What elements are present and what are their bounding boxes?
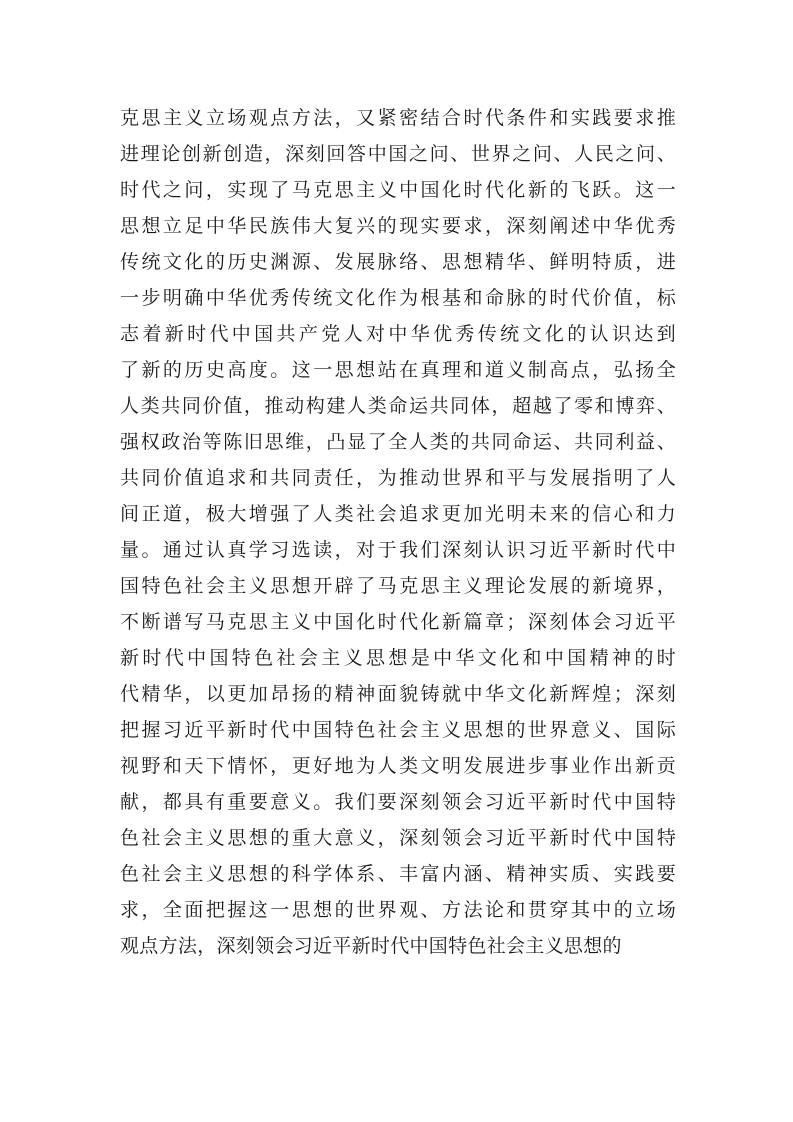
text-line: 量。通过认真学习选读，对于我们深刻认识习近平新时代中 xyxy=(120,539,676,561)
text-line: 进理论创新创造，深刻回答中国之问、世界之问、人民之问、 xyxy=(120,143,676,165)
text-line: 色社会主义思想的重大意义，深刻领会习近平新时代中国特 xyxy=(120,827,676,849)
text-line: 人类共同价值，推动构建人类命运共同体，超越了零和博弈、 xyxy=(120,395,676,417)
text-line: 共同价值追求和共同责任，为推动世界和平与发展指明了人 xyxy=(120,467,676,489)
text-line: 视野和天下情怀，更好地为人类文明发展进步事业作出新贡 xyxy=(120,755,676,777)
text-line: 不断谱写马克思主义中国化时代化新篇章；深刻体会习近平 xyxy=(120,611,676,633)
text-line: 把握习近平新时代中国特色社会主义思想的世界意义、国际 xyxy=(120,719,676,741)
text-line: 时代之问，实现了马克思主义中国化时代化新的飞跃。这一 xyxy=(120,179,676,201)
text-line: 求，全面把握这一思想的世界观、方法论和贯穿其中的立场 xyxy=(120,899,676,921)
text-line: 新时代中国特色社会主义思想是中华文化和中国精神的时 xyxy=(120,647,676,669)
text-line: 献，都具有重要意义。我们要深刻领会习近平新时代中国特 xyxy=(120,791,676,813)
text-line: 一步明确中华优秀传统文化作为根基和命脉的时代价值，标 xyxy=(120,287,676,309)
text-line: 了新的历史高度。这一思想站在真理和道义制高点，弘扬全 xyxy=(120,359,676,381)
text-line: 国特色社会主义思想开辟了马克思主义理论发展的新境界， xyxy=(120,575,676,597)
text-line: 思想立足中华民族伟大复兴的现实要求，深刻阐述中华优秀 xyxy=(120,215,676,237)
body-text xyxy=(120,100,676,964)
text-line: 间正道，极大增强了人类社会追求更加光明未来的信心和力 xyxy=(120,503,676,525)
text-line: 观点方法，深刻领会习近平新时代中国特色社会主义思想的 xyxy=(120,935,622,957)
text-line: 志着新时代中国共产党人对中华优秀传统文化的认识达到 xyxy=(120,323,676,345)
text-line: 代精华，以更加昂扬的精神面貌铸就中华文化新辉煌；深刻 xyxy=(120,683,676,705)
text-line: 色社会主义思想的科学体系、丰富内涵、精神实质、实践要 xyxy=(120,863,676,885)
text-line: 强权政治等陈旧思维，凸显了全人类的共同命运、共同利益、 xyxy=(120,431,676,453)
text-line: 传统文化的历史渊源、发展脉络、思想精华、鲜明特质，进 xyxy=(120,251,676,273)
text-line: 克思主义立场观点方法，又紧密结合时代条件和实践要求推 xyxy=(120,107,676,129)
